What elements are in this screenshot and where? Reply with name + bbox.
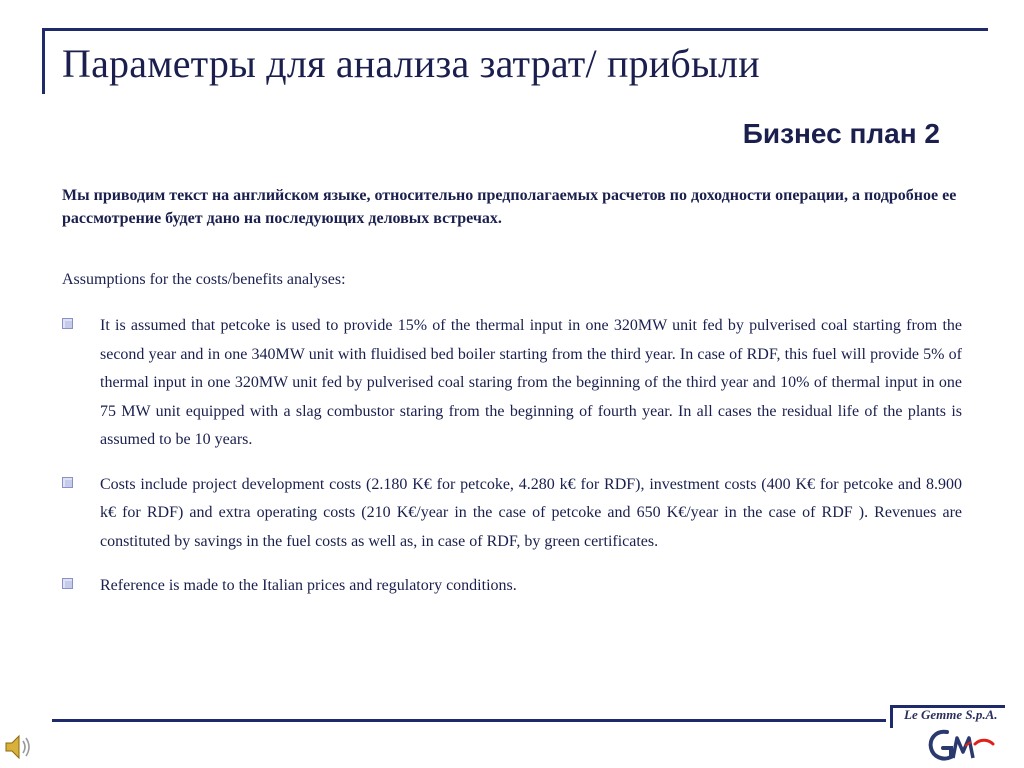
list-item-text: Reference is made to the Italian prices and regulatory conditions. [100,577,517,594]
gem-logo [925,724,997,766]
checkbox-bullet-icon [62,477,73,488]
checkbox-bullet-icon [62,318,73,329]
header-rule [42,28,988,31]
list-item [62,312,962,455]
assumptions-heading: Assumptions for the costs/benefits analyses: [62,271,346,288]
intro-paragraph: Мы приводим текст на английском языке, относительно предполагаемых расчетов по доходности операции, а подробное ее рассмотрение будет дано на последующих деловых встречах. [62,187,957,227]
footer-rule [52,719,886,722]
speaker-icon[interactable] [2,730,36,764]
list-item [62,572,962,601]
company-name: Le Gemme S.p.A. [904,707,998,722]
list-item-text: Costs include project development costs (2.180 K€ for petcoke, 4.280 k€ for RDF), investment costs (400 K€ for petcoke and 8.900 k€ for RDF) and extra operating costs (210 K€/year in the case of petcoke and 650 K€/year in the case of RDF ). Revenues are constituted by savings in the fuel costs as well as, in case of RDF, by green certificates. [100,475,962,550]
slide-title: Параметры для анализа затрат/ прибыли [62,41,760,86]
header-left-rule [42,28,45,94]
checkbox-bullet-icon [62,578,73,589]
slide-subtitle: Бизнес план 2 [742,118,940,149]
assumptions-list [62,312,962,617]
list-item [62,471,962,557]
list-item-text: It is assumed that petcoke is used to provide 15% of the thermal input in one 320MW unit fed by pulverised coal starting from the second year and in one 340MW unit with fluidised bed boiler starting from the third year. In case of RDF, this fuel will provide 5% of thermal input in one 320MW unit fed by pulverised coal staring from the beginning of the third year and 10% of thermal input in one 75 MW unit equipped with a slag combustor staring from the beginning of fourth year. In all cases the residual life of the plants is assumed to be 10 years. [100,317,962,448]
